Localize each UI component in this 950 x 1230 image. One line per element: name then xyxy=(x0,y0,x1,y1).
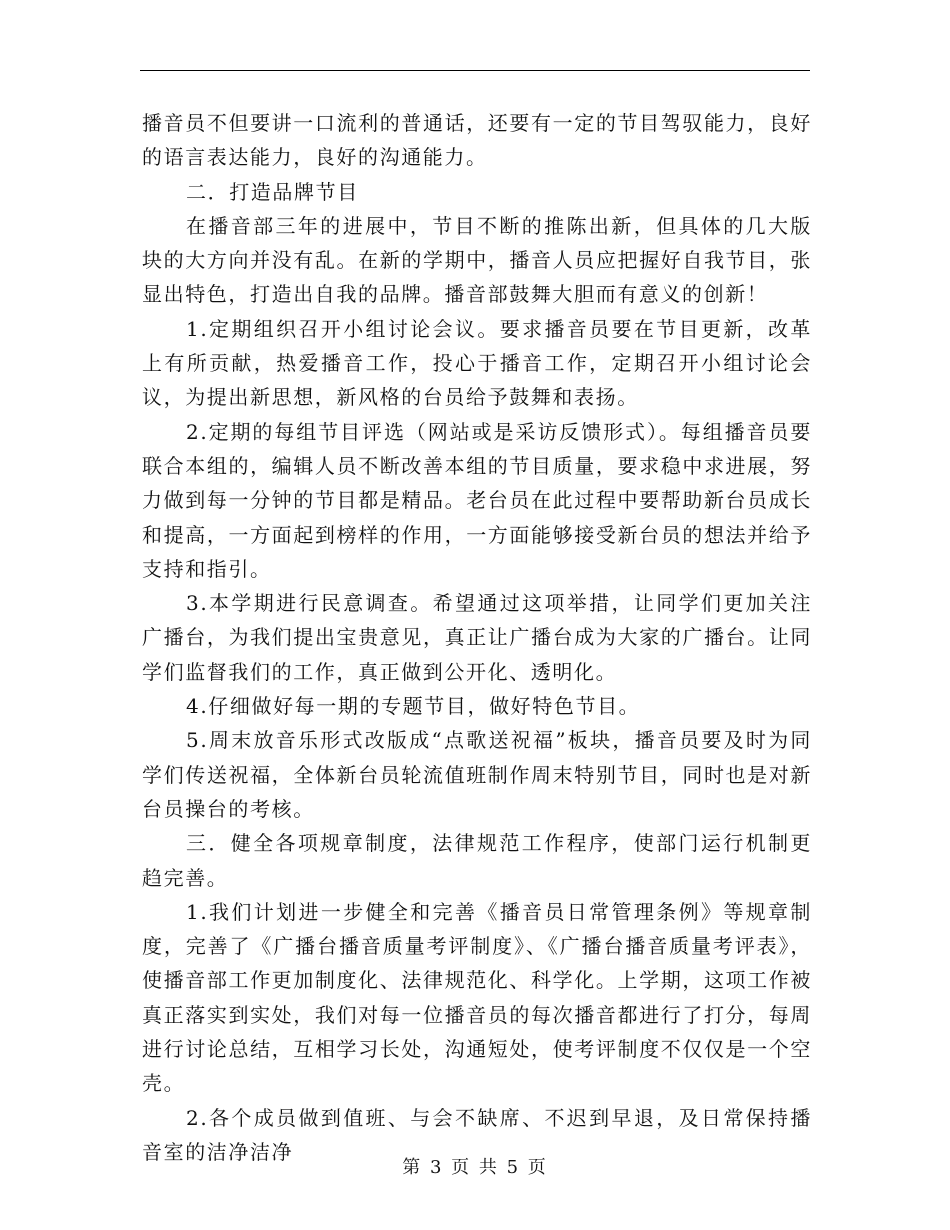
list-item: 4.仔细做好每一期的专题节目，做好特色节目。 xyxy=(186,694,641,719)
list-item: 2.各个成员做到值班、与会不缺席、不迟到早退，及日常保持播音室的洁净洁净 xyxy=(142,1105,812,1164)
list-item: 3.本学期进行民意调查。希望通过这项举措，让同学们更加关注广播台，为我们提出宝贵意见，真正让广播台成为大家的广播台。让同学们监督我们的工作，真正做到公开化、透明化。 xyxy=(142,591,812,684)
page-number: 第 3 页 共 5 页 xyxy=(402,1157,548,1178)
section-heading: 三．健全各项规章制度，法律规范工作程序，使部门运行机制更趋完善。 xyxy=(142,831,812,890)
paragraph: 播音员不但要讲一口流利的普通话，还要有一定的节目驾驭能力，良好的语言表达能力，良好的沟通能力。 xyxy=(142,111,812,170)
document-body xyxy=(142,106,812,1169)
list-item: 1.定期组织召开小组讨论会议。要求播音员要在节目更新，改革上有所贡献，热爱播音工作，投心于播音工作，定期召开小组讨论会议，为提出新思想，新风格的台员给予鼓舞和表扬。 xyxy=(142,316,812,410)
section-heading: 二．打造品牌节目 xyxy=(186,179,359,204)
list-item: 5.周末放音乐形式改版成“点歌送祝福”板块，播音员要及时为同学们传送祝福，全体新台员轮流值班制作周末特别节目，同时也是对新台员操台的考核。 xyxy=(142,728,812,821)
header-rule xyxy=(140,70,810,71)
list-item: 1.我们计划进一步健全和完善《播音员日常管理条例》等规章制度，完善了《广播台播音质量考评制度》、《广播台播音质量考评表》，使播音部工作更加制度化、法律规范化、科学化。上学期，这项工作被真正落实到实处，我们对每一位播音员的每次播音都进行了打分，每周进行讨论总结，互相学习长处，沟通短处，使考评制度不仅仅是一个空壳。 xyxy=(142,899,812,1096)
paragraph: 在播音部三年的进展中，节目不断的推陈出新，但具体的几大版块的大方向并没有乱。在新的学期中，播音人员应把握好自我节目，张显出特色，打造出自我的品牌。播音部鼓舞大胆而有意义的创新！ xyxy=(142,213,812,307)
list-item: 2.定期的每组节目评选（网站或是采访反馈形式）。每组播音员要联合本组的，编辑人员不断改善本组的节目质量，要求稳中求进展，努力做到每一分钟的节目都是精品。老台员在此过程中要帮助新台员成长和提高，一方面起到榜样的作用，一方面能够接受新台员的想法并给予支持和指引。 xyxy=(142,419,812,581)
